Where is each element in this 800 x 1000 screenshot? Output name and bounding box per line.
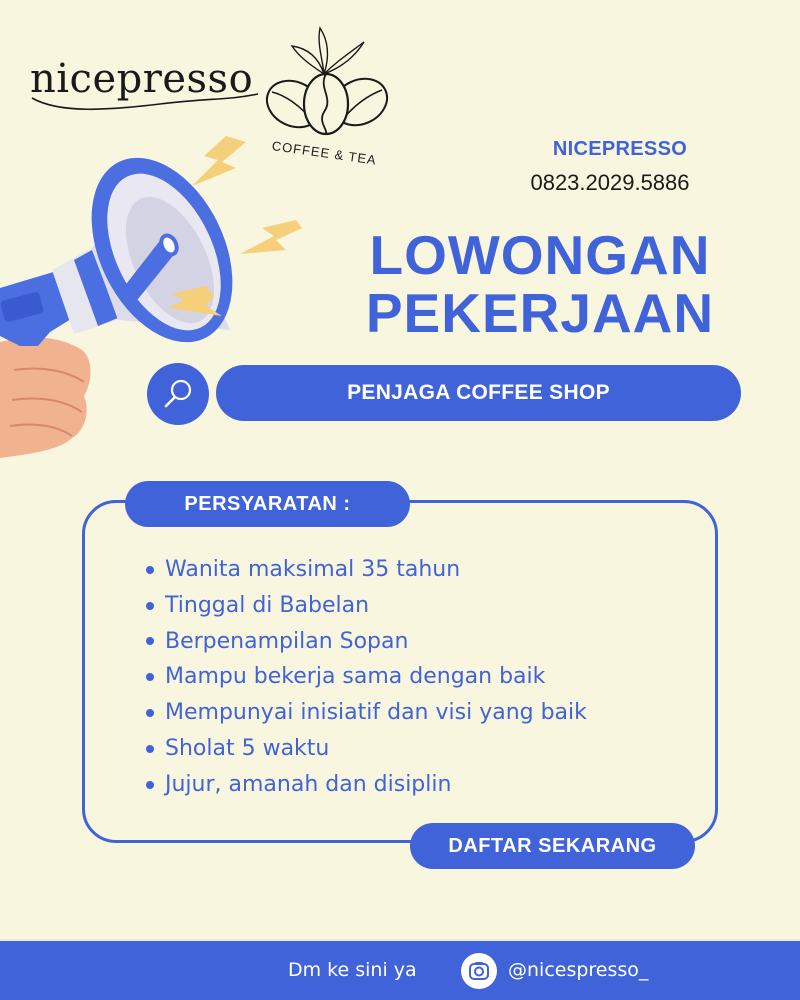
- bullet-icon: [146, 781, 154, 789]
- brand-name: NICEPRESSO: [552, 138, 688, 160]
- bullet-icon: [146, 566, 154, 574]
- bullet-icon: [146, 637, 154, 645]
- phone-number: 0823.2029.5886: [530, 170, 690, 195]
- logo-swash-decoration: [30, 92, 270, 114]
- bullet-icon: [146, 602, 154, 610]
- search-icon-badge: [147, 363, 209, 425]
- requirement-item: Sholat 5 waktu: [146, 731, 587, 767]
- logo-wordmark: nicepresso: [30, 56, 254, 102]
- logo-subtitle: COFFEE & TEA: [270, 138, 378, 168]
- job-position-banner: PENJAGA COFFEE SHOP: [216, 365, 741, 421]
- requirements-title: PERSYARATAN :: [125, 481, 410, 527]
- bullet-icon: [146, 745, 154, 753]
- page-title: [340, 226, 740, 342]
- instagram-icon[interactable]: [461, 953, 497, 989]
- search-icon: [161, 377, 195, 411]
- headline-line-1: LOWONGAN: [369, 224, 711, 286]
- requirement-item: Mampu bekerja sama dengan baik: [146, 659, 587, 695]
- bullet-icon: [146, 673, 154, 681]
- footer-text: Dm ke sini ya: [288, 959, 417, 981]
- megaphone-icon: [0, 120, 310, 480]
- instagram-handle-link[interactable]: @nicespresso_: [508, 959, 649, 981]
- requirement-item: Wanita maksimal 35 tahun: [146, 552, 587, 588]
- requirements-list: [146, 552, 587, 803]
- requirement-item: Jujur, amanah dan disiplin: [146, 767, 587, 803]
- requirement-item: Berpenampilan Sopan: [146, 624, 587, 660]
- requirement-item: Mempunyai inisiatif dan visi yang baik: [146, 695, 587, 731]
- camera-icon: [467, 959, 491, 983]
- requirement-item: Tinggal di Babelan: [146, 588, 587, 624]
- apply-now-button[interactable]: DAFTAR SEKARANG: [410, 823, 695, 869]
- headline-line-2: PEKERJAAN: [365, 282, 715, 344]
- bullet-icon: [146, 709, 154, 717]
